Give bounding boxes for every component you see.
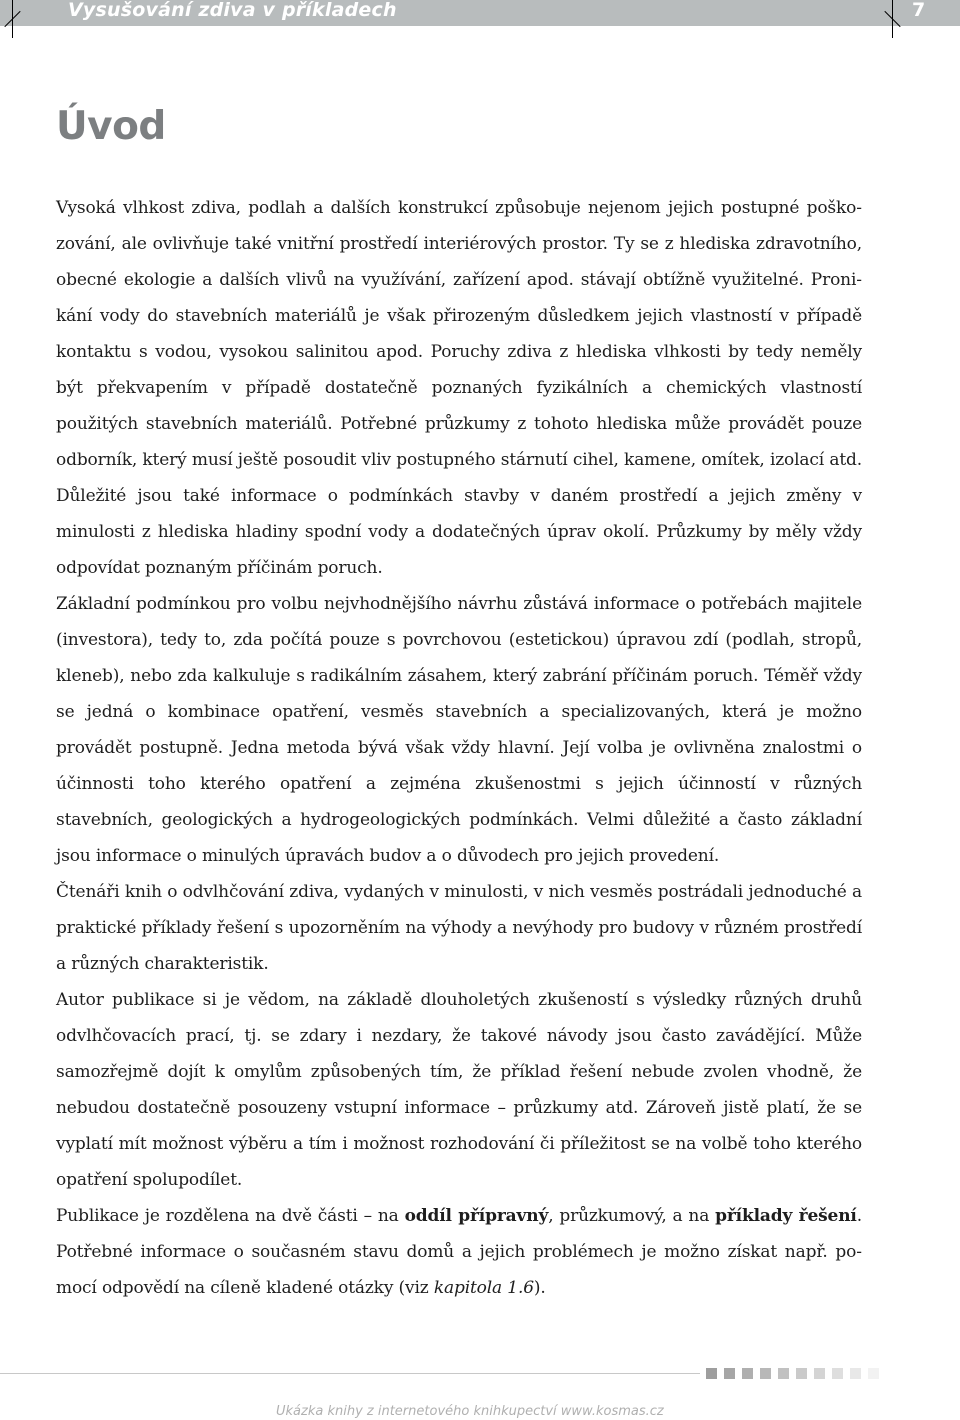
- paragraph: [56, 982, 862, 1198]
- footer-note: Ukázka knihy z internetového knihkupectví www.kosmas.cz: [276, 1404, 664, 1419]
- paragraph: [56, 874, 862, 982]
- footer-square: [796, 1368, 807, 1379]
- footer-square: [706, 1368, 717, 1379]
- footer-square: [868, 1368, 879, 1379]
- footer-square: [850, 1368, 861, 1379]
- running-header-title: Vysušování zdiva v příkladech: [68, 0, 397, 21]
- footer-rule: [0, 1373, 700, 1374]
- footer-square: [778, 1368, 789, 1379]
- footer-square: [742, 1368, 753, 1379]
- chapter-title: Úvod: [56, 104, 166, 149]
- text-run: Základní podmínkou pro volbu nejvhodnějšího návrhu zůstává informace o potřebách majitele (investora), tedy to, zda počítá pouze s povrchovou (estetickou) úpravou zdí (podlah, stropů, kleneb), nebo zda kalkuluje s radikálním zásahem, který zabrání příčinám poruch. Téměř vždy se jedná o kombinace opatření, vesměs stavebních a specializovaných, která je možno provádět postupně. Jedna metoda bývá však vždy hlavní. Její volba je ovlivněna znalostmi o účinnosti toho kterého opatření a zejména zkušenostmi s jejich účinností v různých stavebních, geologických a hydrogeologických podmínkách. Velmi důležité a často základní jsou informace o minulých úpravách budov a o důvodech pro jejich provedení.: [56, 594, 862, 866]
- footer-square: [724, 1368, 735, 1379]
- text-run: Vysoká vlhkost zdiva, podlah a dalších konstrukcí způsobuje nejenom jejich postupné poškozování, ale ovlivňuje také vnitřní prostředí interiérových prostor. Ty se z hlediska zdravotního, obecné ekologie a dalších vlivů na využívání, zařízení apod. stávají obtížně využitelné. Pronikání vody do stavebních materiálů je však přirozeným důsledkem jejich vlastností v případě kontaktu s vodou, vysokou salinitou apod. Poruchy zdiva z hlediska vlhkosti by tedy neměly být překvapením v případě dostatečně poznaných fyzikálních a chemických vlastností použitých stavebních materiálů. Potřebné průzkumy z tohoto hlediska může provádět pouze odborník, který musí ještě posoudit vliv postupného stárnutí cihel, kamene, omítek, izolací atd. Důležité jsou také informace o podmínkách stavby v daném prostředí a jejich změny v minulosti z hlediska hladiny spodní vody a dodatečných úprav okolí. Průzkumy by měly vždy odpovídat poznaným příčinám poruch.: [56, 198, 862, 578]
- footer-decorative-squares: [706, 1368, 886, 1379]
- footer-square: [814, 1368, 825, 1379]
- footer-square: [832, 1368, 843, 1379]
- text-run: ).: [533, 1278, 546, 1298]
- text-run: Autor publikace si je vědom, na základě dlouholetých zkušeností s výsledky různých druhů odvlhčovacích prací, tj. se zdary i nezdary, že takové návody jsou často zavádějící. Může samozřejmě dojít k omylům způsobených tím, že příklad řešení nebude zvolen vhodně, že nebudou dostatečně posouzeny vstupní informace – průzkumy atd. Zároveň jistě platí, že se vyplatí mít možnost výběru a tím i možnost rozhodování či příležitost se na volbě toho kterého opatření spolupodílet.: [56, 990, 862, 1190]
- italic-reference: kapitola 1.6: [433, 1278, 534, 1298]
- page-number: 7: [912, 0, 926, 21]
- text-run: , průzkumový, a na: [548, 1206, 716, 1226]
- body-text: [56, 190, 862, 1306]
- paragraph: [56, 586, 862, 874]
- text-run: . Potřebné informace o současném stavu domů a jejich problémech je možno získat např. pomocí odpovědí na cíleně kladené otázky (viz: [56, 1206, 862, 1298]
- bold-term: příklady řešení: [715, 1206, 857, 1226]
- bold-term: oddíl přípravný: [404, 1206, 549, 1226]
- paragraph: [56, 190, 862, 586]
- paragraph: [56, 1198, 862, 1306]
- text-run: Publikace je rozdělena na dvě části – na: [56, 1206, 405, 1226]
- footer-square: [760, 1368, 771, 1379]
- text-run: Čtenáři knih o odvlhčování zdiva, vydaných v minulosti, v nich vesměs postrádali jednoduché a praktické příklady řešení s upozorněním na výhody a nevýhody pro budovy v různém prostředí a různých charakteristik.: [56, 882, 862, 974]
